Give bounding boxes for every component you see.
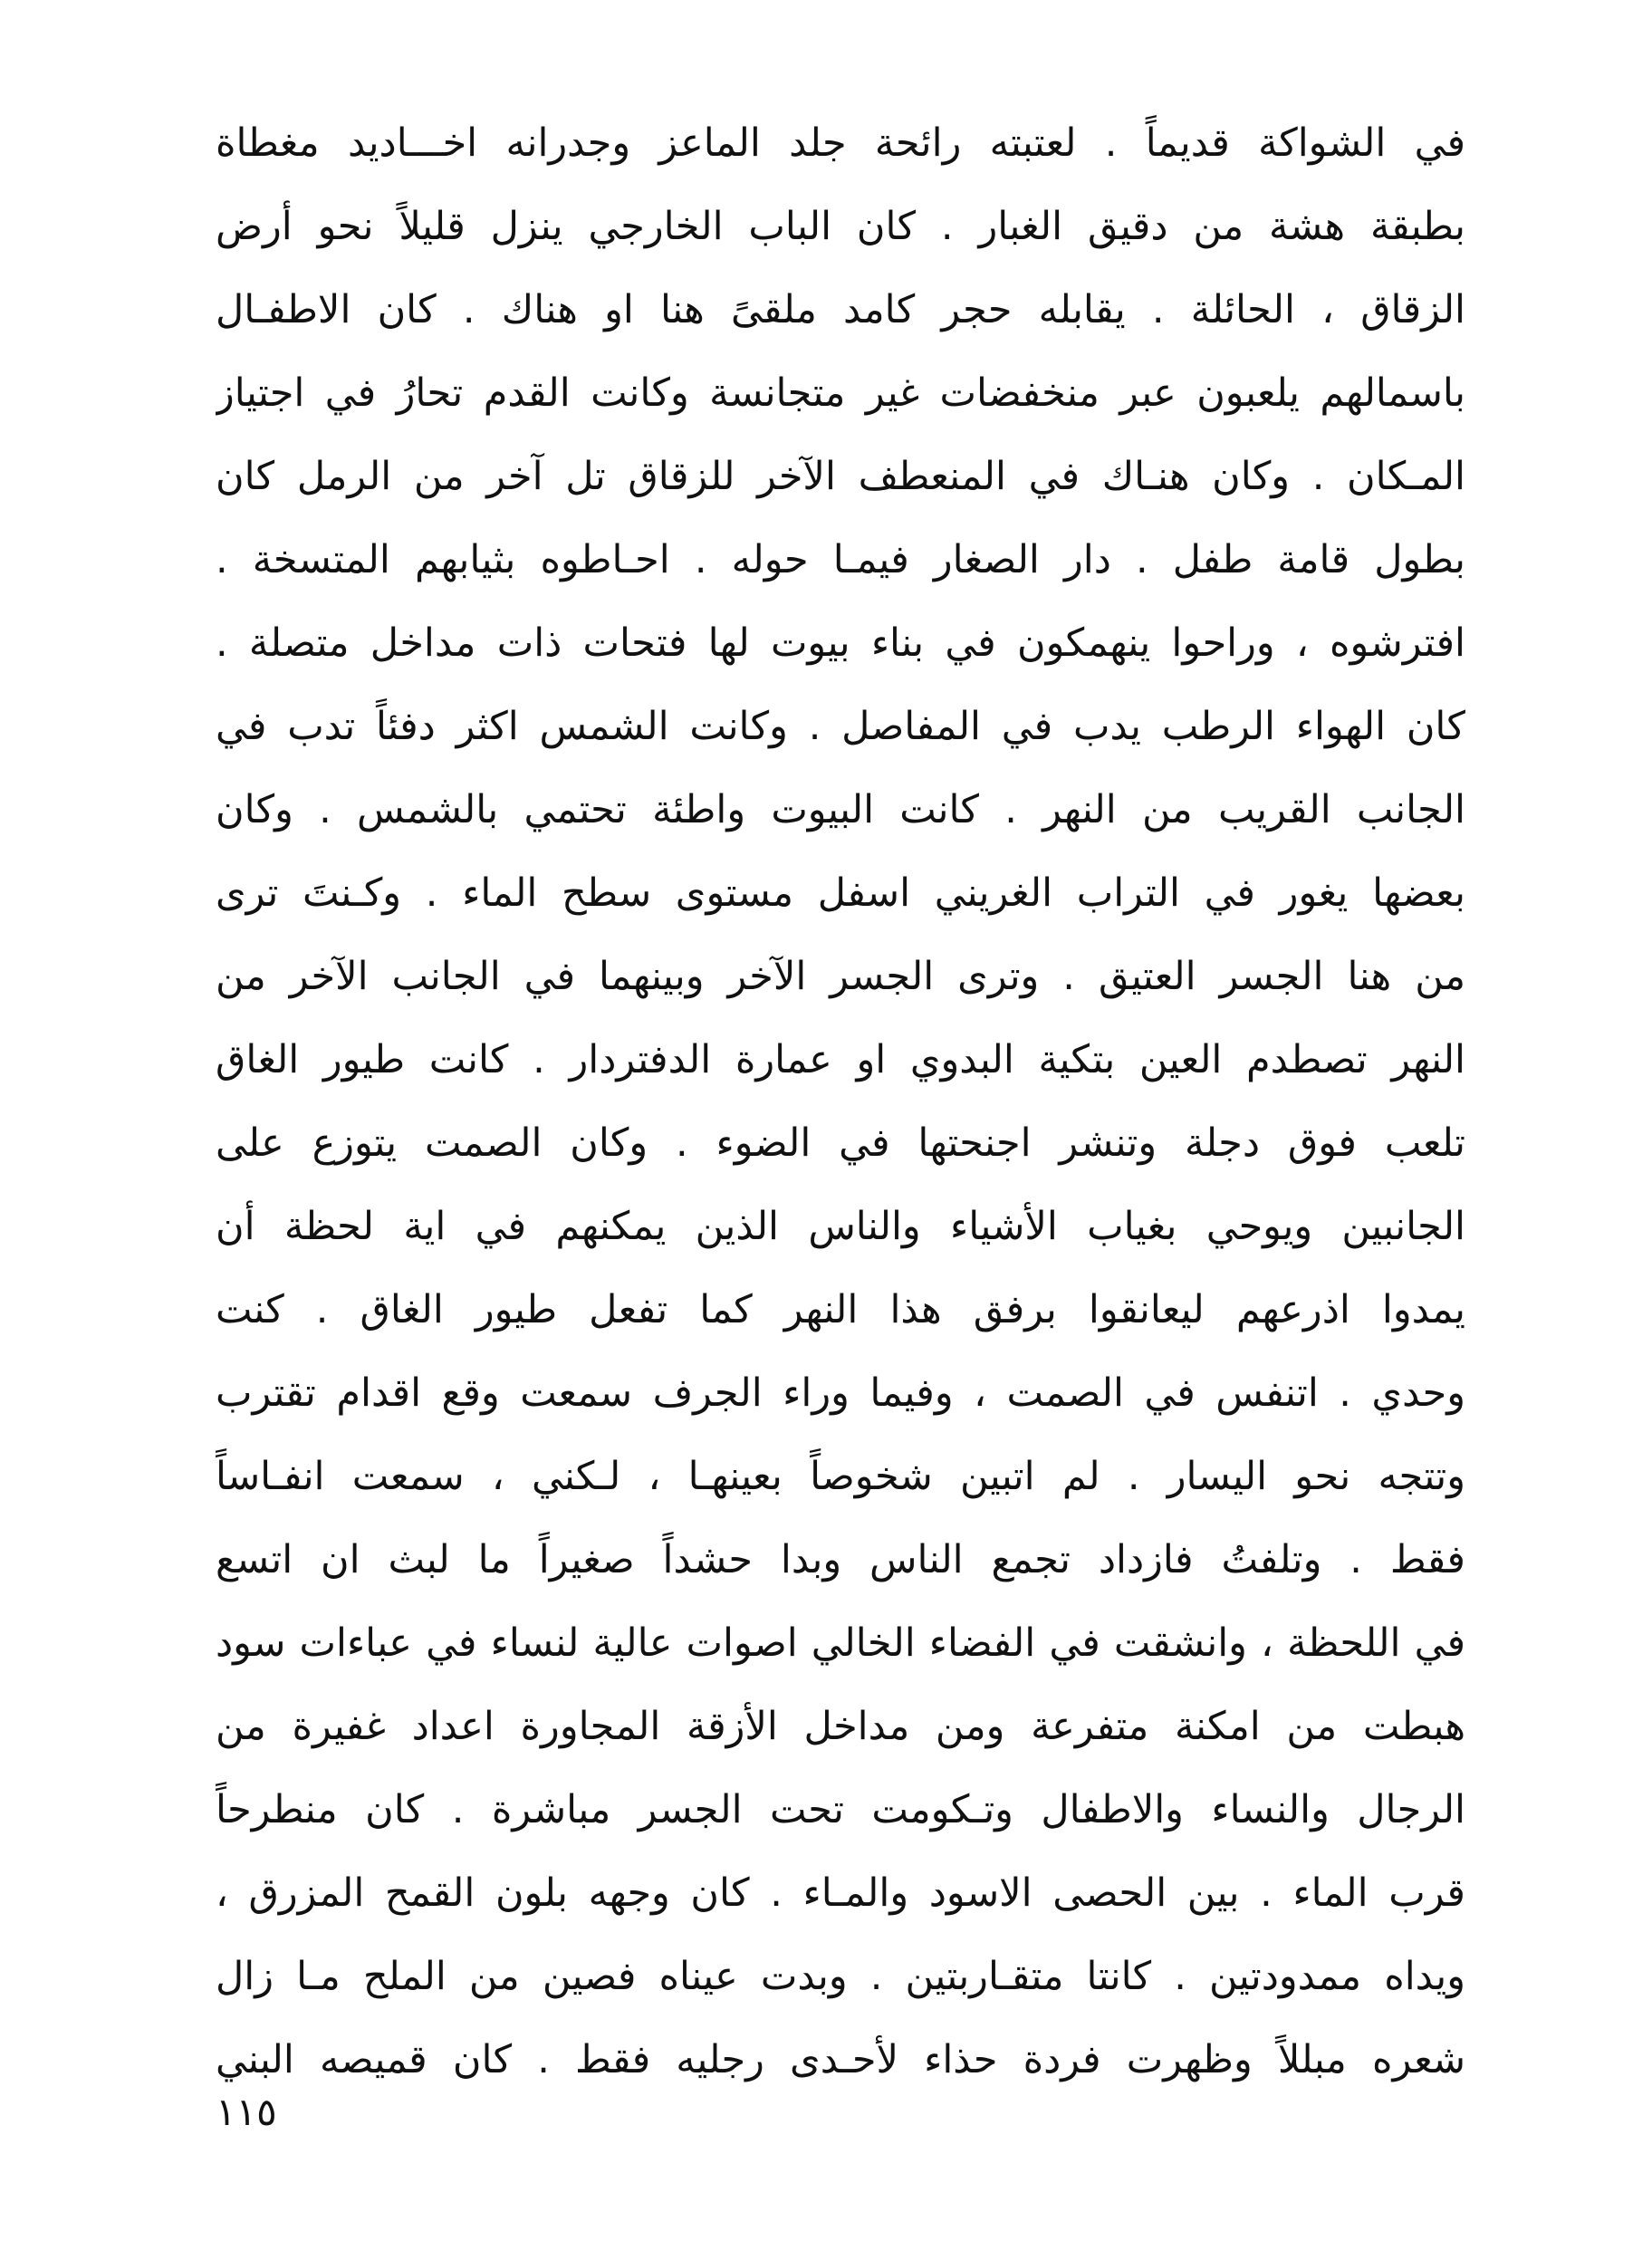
text-line: فقط . وتلفتُ فازداد تجمع الناس وبدا حشداً صغيراً ما لبث ان اتسع: [216, 1537, 1465, 1582]
text-line: في الشواكة قديماً . لعتبته رائحة جلد الماعز وجدرانه اخـــاديد مغطاة: [216, 120, 1465, 166]
text-line: النهر تصطدم العين بتكية البدوي او عمارة الدفتردار . كانت طيور الغاق: [216, 1037, 1465, 1082]
body-text: [216, 101, 1465, 2101]
text-line: الرجال والنساء والاطفال وتـكومت تحت الجسر مباشرة . كان منطرحاً: [216, 1787, 1465, 1832]
text-line: المـكان . وكان هنـاك في المنعطف الآخر للزقاق تل آخر من الرمل كان: [216, 454, 1465, 499]
text-line: الجانب القريب من النهر . كانت البيوت واطئة تحتمي بالشمس . وكان: [216, 787, 1465, 832]
text-line: بطبقة هشة من دقيق الغبار . كان الباب الخارجي ينزل قليلاً نحو أرض: [216, 204, 1465, 249]
text-line: وتتجه نحو اليسار . لم اتبين شخوصاً بعينهـا ، لـكني ، سمعت انفـاساً: [216, 1454, 1465, 1499]
text-line: الجانبين ويوحي بغياب الأشياء والناس الذين يمكنهم في اية لحظة أن: [216, 1204, 1465, 1249]
text-line: ويداه ممدودتين . كانتا متقـاربتين . وبدت عيناه فصين من الملح مـا زال: [216, 1954, 1465, 1999]
text-line: وحدي . اتنفس في الصمت ، وفيما وراء الجرف سمعت وقع اقدام تقترب: [216, 1370, 1465, 1416]
text-line: شعره مبللاً وظهرت فردة حذاء لأحـدى رجليه فقط . كان قميصه البني: [216, 2037, 1465, 2082]
text-line: قرب الماء . بين الحصى الاسود والمـاء . كان وجهه بلون القمح المزرق ،: [216, 1870, 1465, 1916]
text-line: تلعب فوق دجلة وتنشر اجنحتها في الضوء . وكان الصمت يتوزع على: [216, 1120, 1465, 1166]
text-line: كان الهواء الرطب يدب في المفاصل . وكانت الشمس اكثر دفئاً تدب في: [216, 704, 1465, 749]
text-line: باسمالهم يلعبون عبر منخفضات غير متجانسة وكانت القدم تحارُ في اجتياز: [216, 370, 1465, 416]
text-line: هبطت من امكنة متفرعة ومن مداخل الأزقة المجاورة اعداد غفيرة من: [216, 1704, 1465, 1749]
text-line: الزقاق ، الحائلة . يقابله حجر كامد ملقىً هنا او هناك . كان الاطفـال: [216, 287, 1465, 332]
text-line: بعضها يغور في التراب الغريني اسفل مستوى سطح الماء . وكـنتَ ترى: [216, 870, 1465, 916]
text-line: يمدوا اذرعهم ليعانقوا برفق هذا النهر كما تفعل طيور الغاق . كنت: [216, 1287, 1465, 1332]
text-line: في اللحظة ، وانشقت في الفضاء الخالي اصوات عالية لنساء في عباءات سود: [216, 1620, 1465, 1666]
text-line: بطول قامة طفل . دار الصغار فيمـا حوله . احـاطوه بثيابهم المتسخة .: [216, 537, 1465, 582]
page-number: ١١٥: [216, 2090, 277, 2134]
text-line: افترشوه ، وراحوا ينهمكون في بناء بيوت لها فتحات ذات مداخل متصلة .: [216, 620, 1465, 666]
text-line: من هنا الجسر العتيق . وترى الجسر الآخر وبينهما في الجانب الآخر من: [216, 954, 1465, 999]
